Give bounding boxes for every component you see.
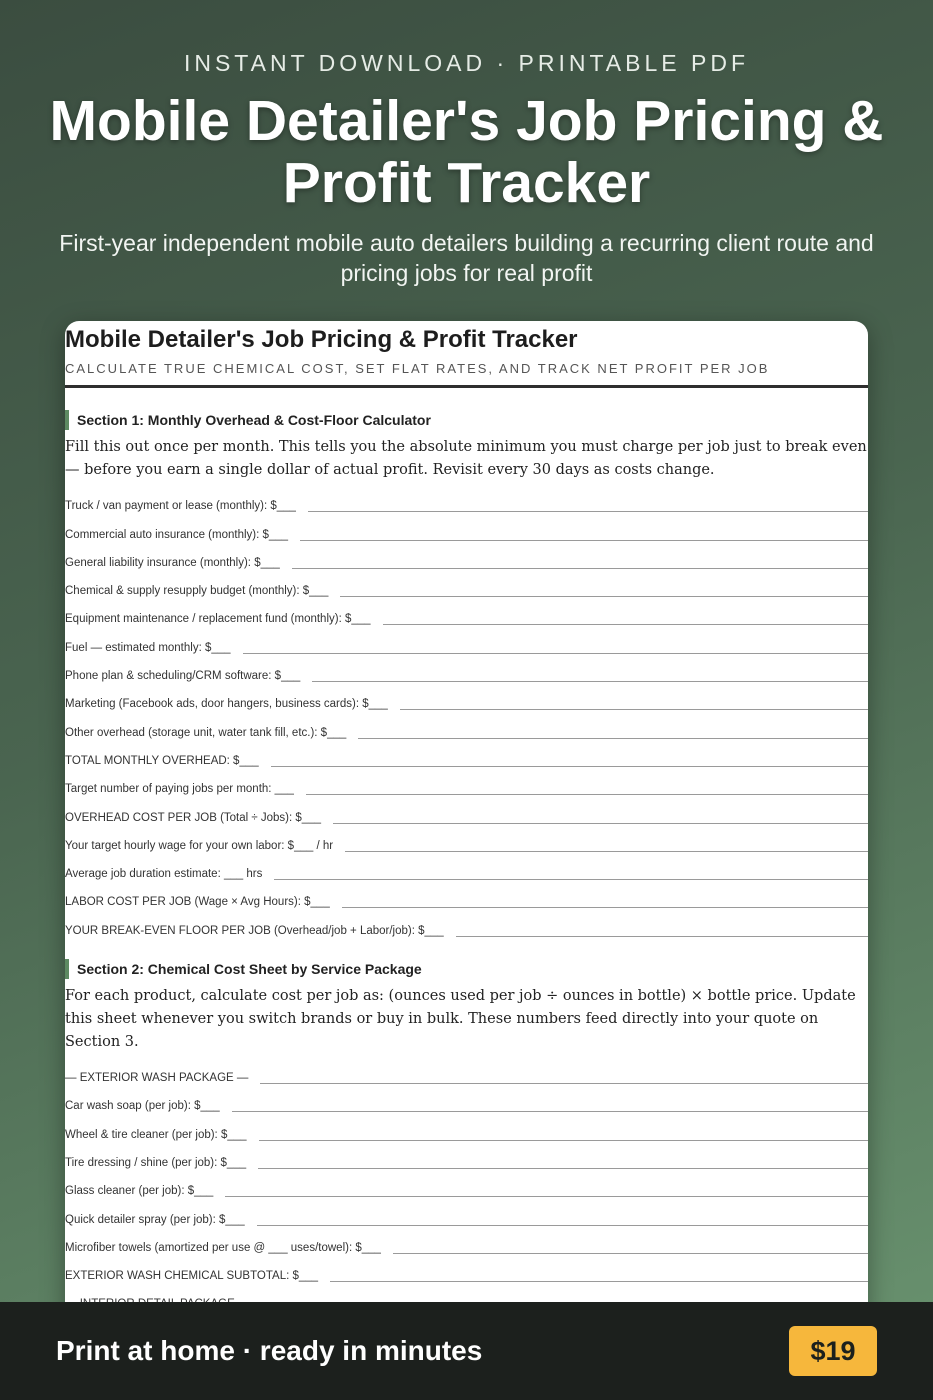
- form-field-row: [65, 1143, 868, 1171]
- form-fill-line: [333, 822, 868, 824]
- form-field-label: Truck / van payment or lease (monthly): $___: [65, 500, 296, 513]
- form-field-row: [65, 1171, 868, 1199]
- form-fill-line: [258, 1167, 868, 1169]
- form-fill-line: [271, 765, 868, 767]
- form-field-row: [65, 797, 868, 825]
- form-field-label: Commercial auto insurance (monthly): $___: [65, 528, 289, 541]
- document-preview: [65, 321, 868, 1321]
- form-field-row: [65, 571, 868, 599]
- form-field-label: Phone plan & scheduling/CRM software: $___: [65, 670, 301, 683]
- form-fill-line: [342, 906, 868, 908]
- form-fill-line: [400, 708, 868, 710]
- form-fill-line: [345, 850, 868, 852]
- form-fill-line: [274, 878, 868, 880]
- form-field-row: [65, 826, 868, 854]
- form-field-row: [65, 854, 868, 882]
- form-fill-line: [330, 1280, 868, 1282]
- form-fill-line: [260, 1082, 868, 1084]
- form-field-label: Your target hourly wage for your own labor: $___ / hr: [65, 839, 334, 852]
- footer-bar: [0, 1302, 933, 1400]
- section-2-fields: [65, 1058, 868, 1321]
- section-1-intro: Fill this out once per month. This tells you the absolute minimum you must charge per job just to break even — before you earn a single dollar of actual profit. Revisit every 30 days as costs change.: [65, 439, 867, 478]
- form-field-row: [65, 741, 868, 769]
- form-fill-line: [340, 595, 868, 597]
- form-field-label: Marketing (Facebook ads, door hangers, business cards): $___: [65, 698, 388, 711]
- form-field-row: [65, 514, 868, 542]
- form-field-label: Fuel — estimated monthly: $___: [65, 641, 231, 654]
- form-field-row: [65, 656, 868, 684]
- form-field-label: Average job duration estimate: ___ hrs: [65, 868, 263, 881]
- form-field-label: — EXTERIOR WASH PACKAGE —: [65, 1072, 249, 1085]
- form-fill-line: [358, 737, 868, 739]
- section-2-title: Section 2: Chemical Cost Sheet by Service Package: [65, 959, 868, 979]
- hero-subtitle: First-year independent mobile auto detailers building a recurring client route and pricing jobs for real profit: [59, 230, 874, 286]
- form-field-row: [65, 684, 868, 712]
- form-field-row: [65, 1228, 868, 1256]
- form-field-row: [65, 1058, 868, 1086]
- form-field-row: [65, 486, 868, 514]
- form-field-label: Chemical & supply resupply budget (monthly): $___: [65, 585, 329, 598]
- form-fill-line: [257, 1224, 868, 1226]
- form-field-label: Wheel & tire cleaner (per job): $___: [65, 1128, 247, 1141]
- form-field-label: Microfiber towels (amortized per use @ ___ uses/towel): $___: [65, 1241, 381, 1254]
- form-field-label: EXTERIOR WASH CHEMICAL SUBTOTAL: $___: [65, 1270, 319, 1283]
- form-field-row: [65, 1256, 868, 1284]
- form-field-row: [65, 910, 868, 938]
- form-field-label: YOUR BREAK-EVEN FLOOR PER JOB (Overhead/job + Labor/job): $___: [65, 924, 444, 937]
- form-field-row: [65, 543, 868, 571]
- section-1-title: Section 1: Monthly Overhead & Cost-Floor Calculator: [65, 410, 868, 430]
- section-2-intro: For each product, calculate cost per job as: (ounces used per job ÷ ounces in bottle) × bottle price. Update this sheet whenever you switch brands or buy in bulk. These numbers feed directly into your quote on Section 3.: [65, 987, 856, 1050]
- form-field-row: [65, 769, 868, 797]
- form-field-row: [65, 882, 868, 910]
- form-fill-line: [312, 680, 868, 682]
- form-fill-line: [456, 935, 868, 937]
- form-field-label: Target number of paying jobs per month: ___: [65, 783, 294, 796]
- form-field-label: OVERHEAD COST PER JOB (Total ÷ Jobs): $___: [65, 811, 321, 824]
- form-field-label: Tire dressing / shine (per job): $___: [65, 1156, 247, 1169]
- form-fill-line: [383, 623, 868, 625]
- form-field-label: Equipment maintenance / replacement fund (monthly): $___: [65, 613, 371, 626]
- form-fill-line: [306, 793, 868, 795]
- footer-tagline: Print at home · ready in minutes: [56, 1335, 483, 1366]
- form-fill-line: [308, 510, 868, 512]
- form-field-row: [65, 1114, 868, 1142]
- price-badge[interactable]: $19: [789, 1326, 877, 1376]
- section-1-fields: [65, 486, 868, 939]
- form-fill-line: [225, 1195, 868, 1197]
- document-header: [65, 321, 868, 388]
- kicker: INSTANT DOWNLOAD · PRINTABLE PDF: [183, 50, 750, 76]
- form-fill-line: [259, 1139, 868, 1141]
- form-field-label: Other overhead (storage unit, water tank fill, etc.): $___: [65, 726, 347, 739]
- form-field-row: [65, 1086, 868, 1114]
- form-fill-line: [393, 1252, 868, 1254]
- document-tagline: CALCULATE TRUE CHEMICAL COST, SET FLAT RATES, AND TRACK NET PROFIT PER JOB: [65, 361, 770, 376]
- form-field-label: TOTAL MONTHLY OVERHEAD: $___: [65, 754, 259, 767]
- form-fill-line: [243, 652, 868, 654]
- form-field-row: [65, 1199, 868, 1227]
- form-field-label: Glass cleaner (per job): $___: [65, 1185, 214, 1198]
- form-field-row: [65, 627, 868, 655]
- form-fill-line: [232, 1110, 868, 1112]
- form-field-label: Quick detailer spray (per job): $___: [65, 1213, 245, 1226]
- form-field-row: [65, 599, 868, 627]
- form-field-label: Car wash soap (per job): $___: [65, 1100, 220, 1113]
- form-field-label: LABOR COST PER JOB (Wage × Avg Hours): $___: [65, 896, 330, 909]
- form-field-label: General liability insurance (monthly): $___: [65, 556, 280, 569]
- form-field-row: [65, 712, 868, 740]
- document-title: Mobile Detailer's Job Pricing & Profit Tracker: [65, 326, 578, 353]
- form-fill-line: [292, 567, 868, 569]
- form-fill-line: [300, 539, 868, 541]
- hero-title: Mobile Detailer's Job Pricing & Profit Tracker: [49, 89, 884, 215]
